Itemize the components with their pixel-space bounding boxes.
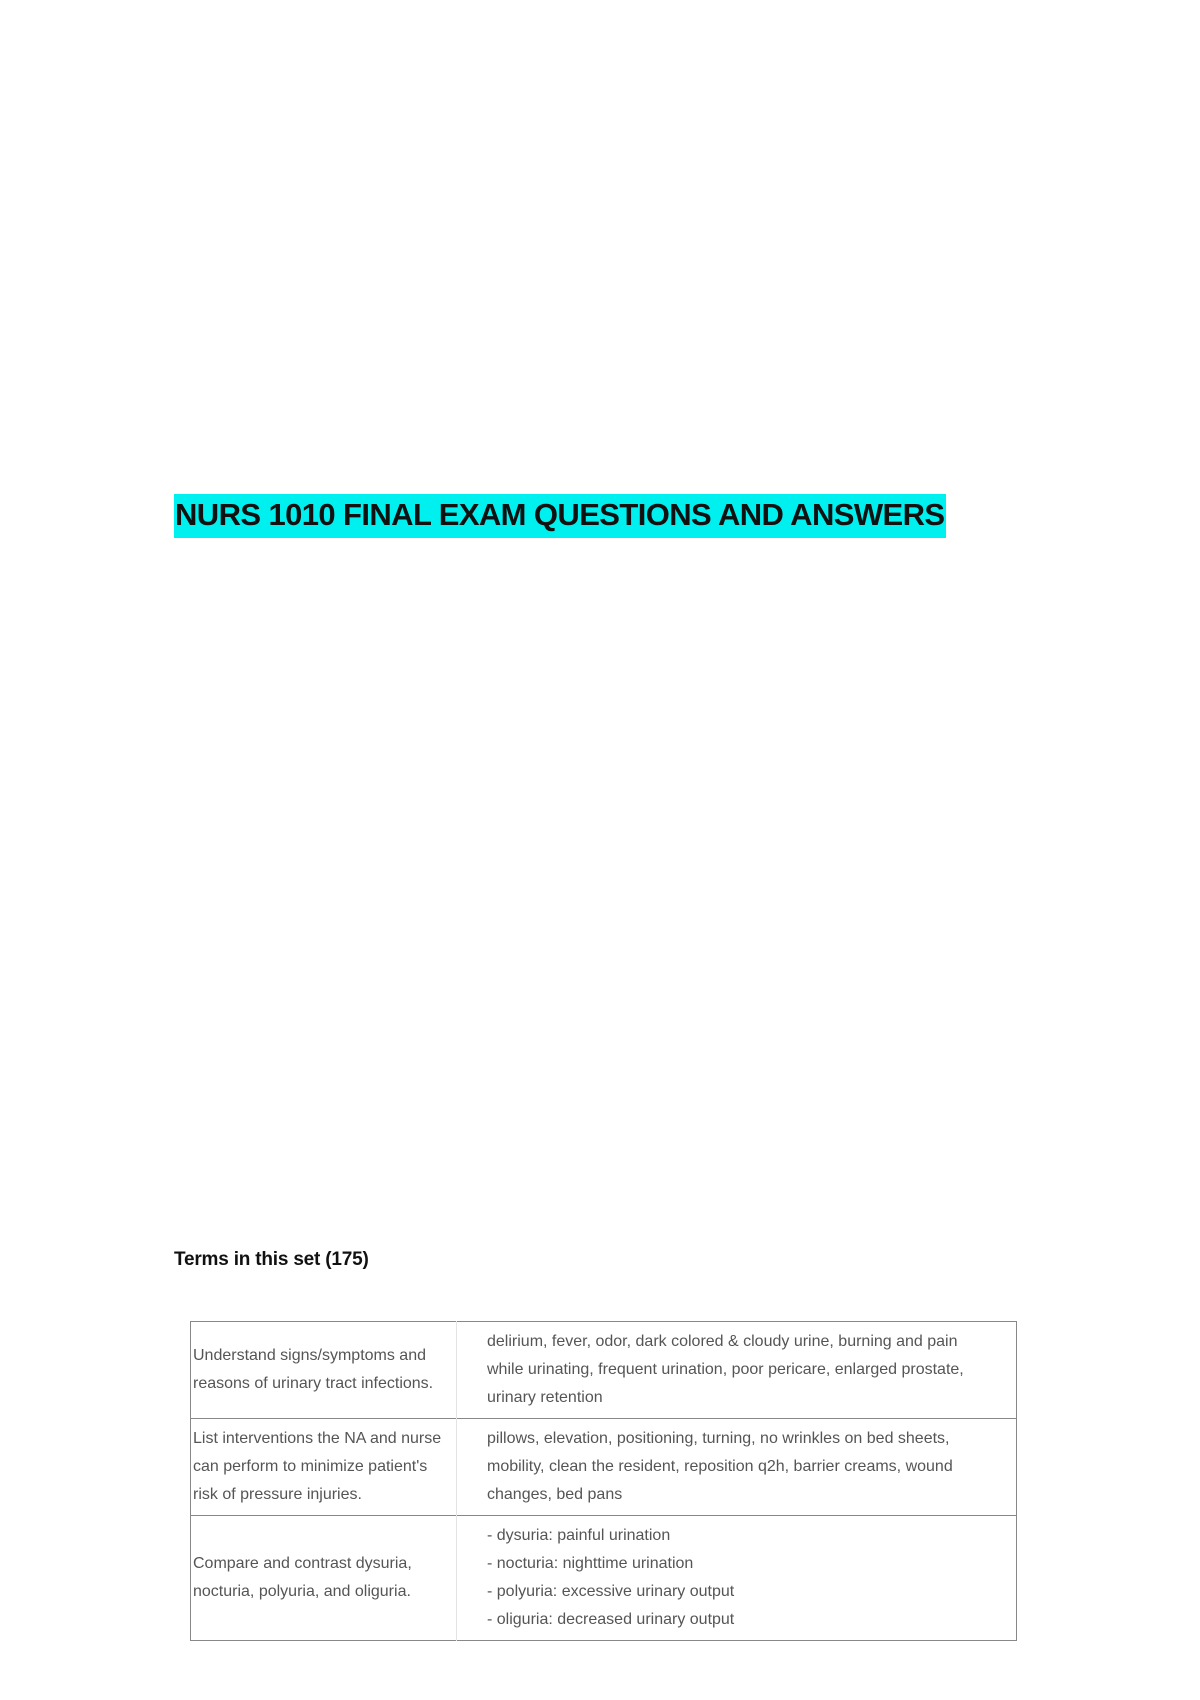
- term-cell: List interventions the NA and nurse can perform to minimize patient's risk of pressure injuries.: [191, 1419, 457, 1516]
- definition-line: - nocturia: nighttime urination: [487, 1555, 694, 1572]
- term-cell: Understand signs/symptoms and reasons of urinary tract infections.: [191, 1322, 457, 1419]
- definition-cell: [457, 1419, 1017, 1516]
- definition-cell: [457, 1516, 1017, 1641]
- title-wrapper: [174, 494, 946, 538]
- table-row: [191, 1419, 1017, 1516]
- term-cell: Compare and contrast dysuria, nocturia, polyuria, and oliguria.: [191, 1516, 457, 1641]
- table-row: [191, 1322, 1017, 1419]
- table-row: [191, 1516, 1017, 1641]
- definition-line: - dysuria: painful urination: [487, 1527, 671, 1544]
- definition-line: - oliguria: decreased urinary output: [487, 1611, 735, 1628]
- document-title: NURS 1010 FINAL EXAM QUESTIONS AND ANSWERS: [174, 494, 946, 538]
- terms-heading: Terms in this set (175): [174, 1249, 369, 1270]
- definition-cell: [457, 1322, 1017, 1419]
- definition-line: delirium, fever, odor, dark colored & cloudy urine, burning and pain while urinating, frequent urination, poor pericare, enlarged prostate, urinary retention: [487, 1333, 964, 1406]
- terms-table: [190, 1321, 1017, 1641]
- definition-line: - polyuria: excessive urinary output: [487, 1583, 735, 1600]
- definition-line: pillows, elevation, positioning, turning, no wrinkles on bed sheets, mobility, clean the resident, reposition q2h, barrier creams, wound changes, bed pans: [487, 1430, 953, 1503]
